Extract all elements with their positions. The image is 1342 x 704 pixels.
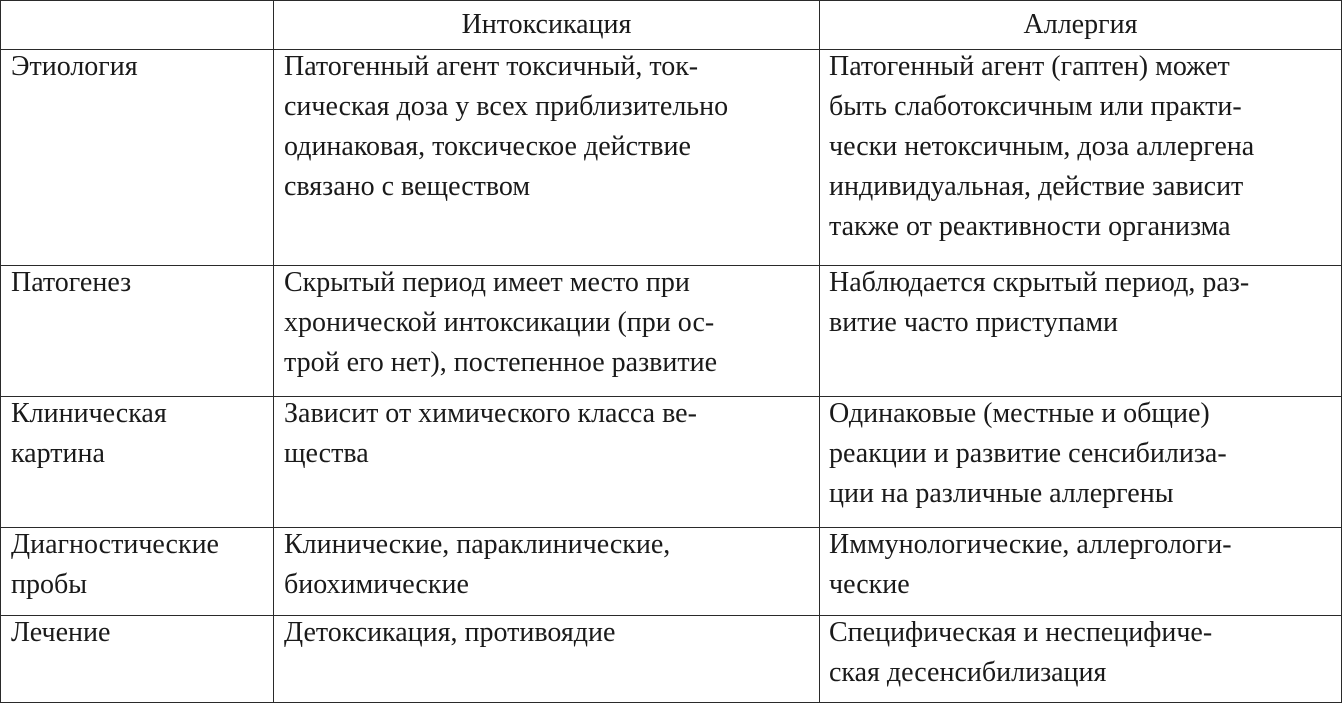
table-row — [1, 397, 1342, 528]
row-label-clinical-picture: Клиническая картина — [1, 397, 274, 528]
table-row — [1, 616, 1342, 703]
header-blank-cell — [1, 1, 274, 50]
table-row — [1, 50, 1342, 266]
row-label-etiology: Этиология — [1, 50, 274, 266]
row-label-treatment: Лечение — [1, 616, 274, 703]
cell-allergy: Наблюдается скрытый период, раз- витие часто приступами — [820, 266, 1342, 397]
cell-intoxication: Патогенный агент токсичный, ток- сическая доза у всех приблизительно одинаковая, токсическое действие связано с веществом — [274, 50, 820, 266]
cell-intoxication: Зависит от химического класса ве- щества — [274, 397, 820, 528]
cell-intoxication: Клинические, параклинические, биохимические — [274, 528, 820, 616]
cell-allergy: Патогенный агент (гаптен) может быть слаботоксичным или практи- чески нетоксичным, доза аллергена индивидуальная, действие зависит также от реактивности организма — [820, 50, 1342, 266]
cell-intoxication: Детоксикация, противоядие — [274, 616, 820, 703]
header-allergy: Аллергия — [820, 1, 1342, 50]
header-intoxication: Интоксикация — [274, 1, 820, 50]
table-row — [1, 266, 1342, 397]
cell-allergy: Одинаковые (местные и общие) реакции и развитие сенсибилиза- ции на различные аллергены — [820, 397, 1342, 528]
cell-allergy: Специфическая и неспецифиче- ская десенсибилизация — [820, 616, 1342, 703]
header-row — [1, 1, 1342, 50]
row-label-diagnostic-tests: Диагностические пробы — [1, 528, 274, 616]
table-row — [1, 528, 1342, 616]
row-label-pathogenesis: Патогенез — [1, 266, 274, 397]
cell-allergy: Иммунологические, аллергологи- ческие — [820, 528, 1342, 616]
cell-intoxication: Скрытый период имеет место при хронической интоксикации (при ос- трой его нет), постепенное развитие — [274, 266, 820, 397]
